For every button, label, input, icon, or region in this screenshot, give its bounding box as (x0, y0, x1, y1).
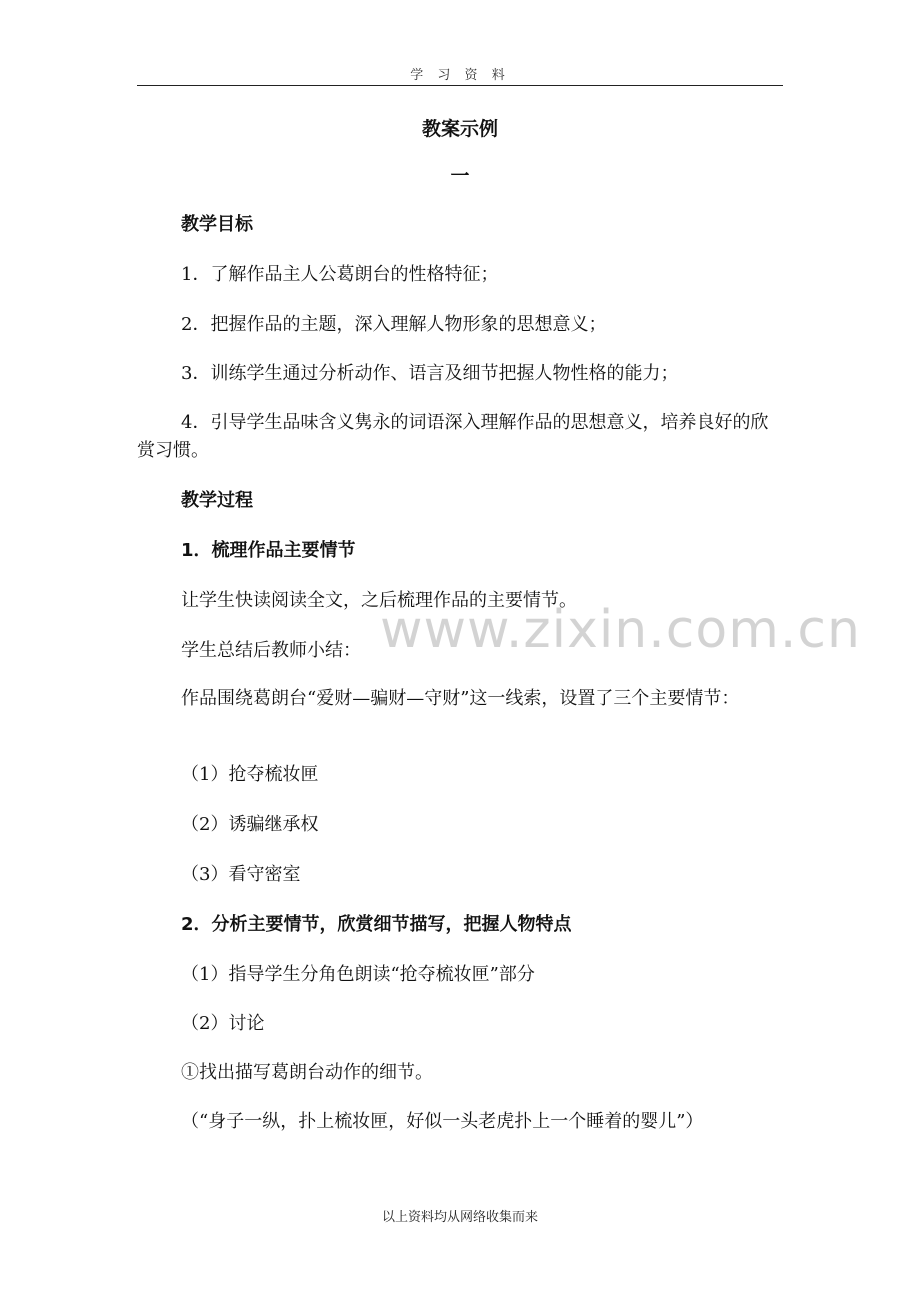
plot-item: （1）抢夺梳妆匣 (181, 764, 319, 785)
page-footer: 以上资料均从网络收集而来 (381, 1210, 538, 1225)
objective-item: 3．训练学生通过分析动作、语言及细节把握人物性格的能力； (181, 363, 679, 384)
step1-paragraph: 作品围绕葛朗台“爱财—骗财—守财”这一线索，设置了三个主要情节： (181, 688, 740, 709)
objectives-heading: 教学目标 (181, 214, 253, 235)
header-divider (137, 85, 783, 86)
page-header: 学 习 资 料 (410, 68, 510, 83)
section-number: 一 (450, 165, 470, 187)
objective-item: 1．了解作品主人公葛朗台的性格特征； (181, 264, 499, 285)
objective-item: 2．把握作品的主题，深入理解人物形象的思想意义； (181, 314, 607, 335)
watermark: www.zixin.com.cn (380, 600, 861, 660)
plot-item: （2）诱骗继承权 (181, 814, 319, 835)
objective-item: 4．引导学生品味含义隽永的词语深入理解作品的思想意义，培养良好的欣赏习惯。 (137, 412, 769, 461)
step1-paragraph: 学生总结后教师小结： (181, 640, 361, 661)
process-heading: 教学过程 (181, 490, 253, 511)
step2-item: （1）指导学生分角色朗读“抢夺梳妆匣”部分 (181, 964, 535, 985)
step1-heading: 1．梳理作品主要情节 (181, 540, 356, 561)
step2-heading: 2．分析主要情节，欣赏细节描写，把握人物特点 (181, 914, 572, 935)
document-title: 教案示例 (421, 118, 498, 140)
step2-item: （2）讨论 (181, 1013, 265, 1034)
step1-paragraph: 让学生快读阅读全文，之后梳理作品的主要情节。 (181, 590, 577, 611)
plot-item: （3）看守密室 (181, 864, 301, 885)
step2-question: ①找出描写葛朗台动作的细节。 (181, 1062, 433, 1083)
step2-quote: （“身子一纵，扑上梳妆匣，好似一头老虎扑上一个睡着的婴儿”） (181, 1111, 704, 1132)
